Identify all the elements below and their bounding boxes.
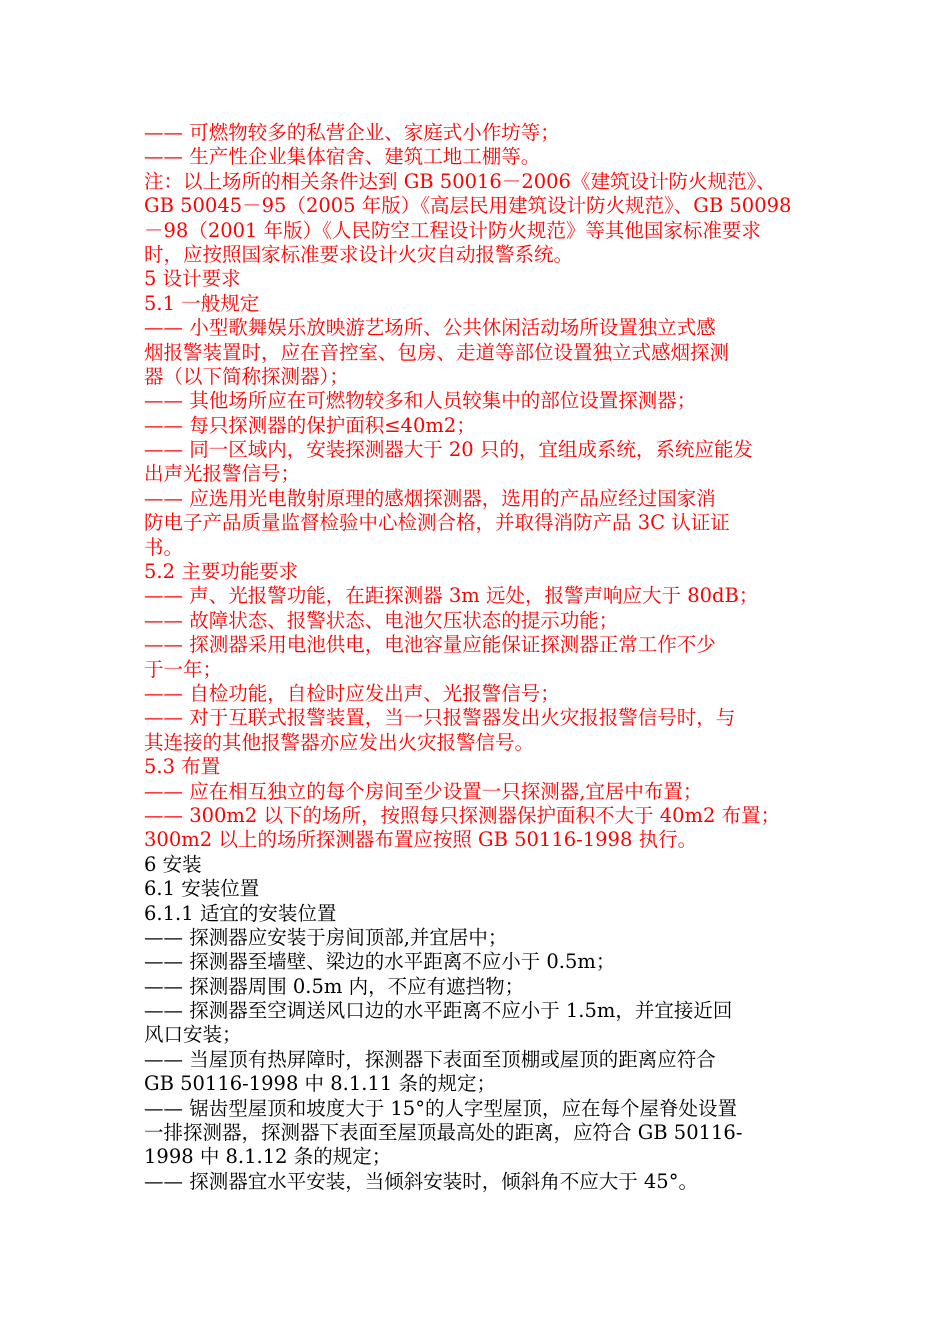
text-line: —— 应在相互独立的每个房间至少设置一只探测器,宜居中布置； bbox=[144, 779, 703, 803]
text-line: —— 探测器至墙壁、梁边的水平距离不应小于 0.5m； bbox=[144, 950, 616, 974]
text-line: 6.1.1 适宜的安装位置 bbox=[144, 901, 337, 925]
text-line: 5 设计要求 bbox=[144, 267, 241, 291]
text-line: —— 300m2 以下的场所，按照每只探测器保护面积不大于 40m2 布置； bbox=[144, 803, 781, 827]
text-line: 6.1 安装位置 bbox=[144, 877, 260, 901]
text-line: —— 同一区域内，安装探测器大于 20 只的，宜组成系统，系统应能发 bbox=[144, 438, 753, 462]
text-line: －98（2001 年版）《人民防空工程设计防火规范》等其他国家标准要求 bbox=[144, 218, 761, 242]
text-line: —— 探测器周围 0.5m 内，不应有遮挡物； bbox=[144, 974, 525, 998]
text-line: 其连接的其他报警器亦应发出火灾报警信号。 bbox=[144, 730, 535, 754]
text-line: —— 可燃物较多的私营企业、家庭式小作坊等； bbox=[144, 121, 560, 144]
text-line: —— 探测器宜水平安装，当倾斜安装时，倾斜角不应大于 45°。 bbox=[144, 1169, 698, 1193]
text-line: 5.1 一般规定 bbox=[144, 291, 260, 315]
text-line: 防电子产品质量监督检验中心检测合格，并取得消防产品 3C 认证证 bbox=[144, 511, 730, 535]
text-line: —— 探测器至空调送风口边的水平距离不应小于 1.5m，并宜接近回 bbox=[144, 999, 733, 1023]
text-line: GB 50045－95（2005 年版）《高层民用建筑设计防火规范》、GB 50098 bbox=[144, 194, 792, 218]
text-line: —— 故障状态、报警状态、电池欠压状态的提示功能； bbox=[144, 608, 619, 632]
text-line: GB 50116-1998 中 8.1.11 条的规定； bbox=[144, 1072, 496, 1096]
text-line: —— 声、光报警功能，在距探测器 3m 远处，报警声响应大于 80dB； bbox=[144, 584, 759, 608]
text-line: 5.3 布置 bbox=[144, 755, 221, 779]
text-line: —— 自检功能，自检时应发出声、光报警信号； bbox=[144, 681, 560, 705]
text-line: 于一年； bbox=[144, 657, 223, 681]
text-line: —— 其他场所应在可燃物较多和人员较集中的部位设置探测器； bbox=[144, 389, 697, 413]
text-line: —— 对于互联式报警装置，当一只报警器发出火灾报报警信号时，与 bbox=[144, 706, 736, 730]
text-line: —— 每只探测器的保护面积≤40m2； bbox=[144, 413, 476, 437]
text-line: 300m2 以上的场所探测器布置应按照 GB 50116-1998 执行。 bbox=[144, 828, 698, 852]
text-line: 5.2 主要功能要求 bbox=[144, 560, 299, 584]
text-line: 烟报警装置时，应在音控室、包房、走道等部位设置独立式感烟探测 bbox=[144, 340, 730, 364]
text-line: —— 当屋顶有热屏障时，探测器下表面至顶棚或屋顶的距离应符合 bbox=[144, 1047, 716, 1071]
text-line: 出声光报警信号； bbox=[144, 462, 301, 486]
document-page bbox=[144, 121, 814, 1194]
text-line: 一排探测器，探测器下表面至屋顶最高处的距离，应符合 GB 50116- bbox=[144, 1121, 743, 1145]
text-line: —— 生产性企业集体宿舍、建筑工地工棚等。 bbox=[144, 145, 541, 169]
text-line: 器（以下简称探测器）； bbox=[144, 364, 349, 388]
text-line: —— 探测器采用电池供电，电池容量应能保证探测器正常工作不少 bbox=[144, 633, 716, 657]
text-line: 时，应按照国家标准要求设计火灾自动报警系统。 bbox=[144, 242, 574, 266]
text-line: —— 探测器应安装于房间顶部,并宜居中； bbox=[144, 925, 508, 949]
text-line: 6 安装 bbox=[144, 852, 202, 876]
text-line: —— 小型歌舞娱乐放映游艺场所、公共休闲活动场所设置独立式感 bbox=[144, 316, 716, 340]
text-line: 书。 bbox=[144, 535, 184, 559]
text-line: 注：以上场所的相关条件达到 GB 50016－2006《建筑设计防火规范》、 bbox=[144, 169, 776, 193]
text-line: 风口安装； bbox=[144, 1023, 242, 1047]
text-line: —— 锯齿型屋顶和坡度大于 15°的人字型屋顶，应在每个屋脊处设置 bbox=[144, 1096, 737, 1120]
text-line: —— 应选用光电散射原理的感烟探测器，选用的产品应经过国家消 bbox=[144, 486, 716, 510]
text-line: 1998 中 8.1.12 条的规定； bbox=[144, 1145, 392, 1169]
